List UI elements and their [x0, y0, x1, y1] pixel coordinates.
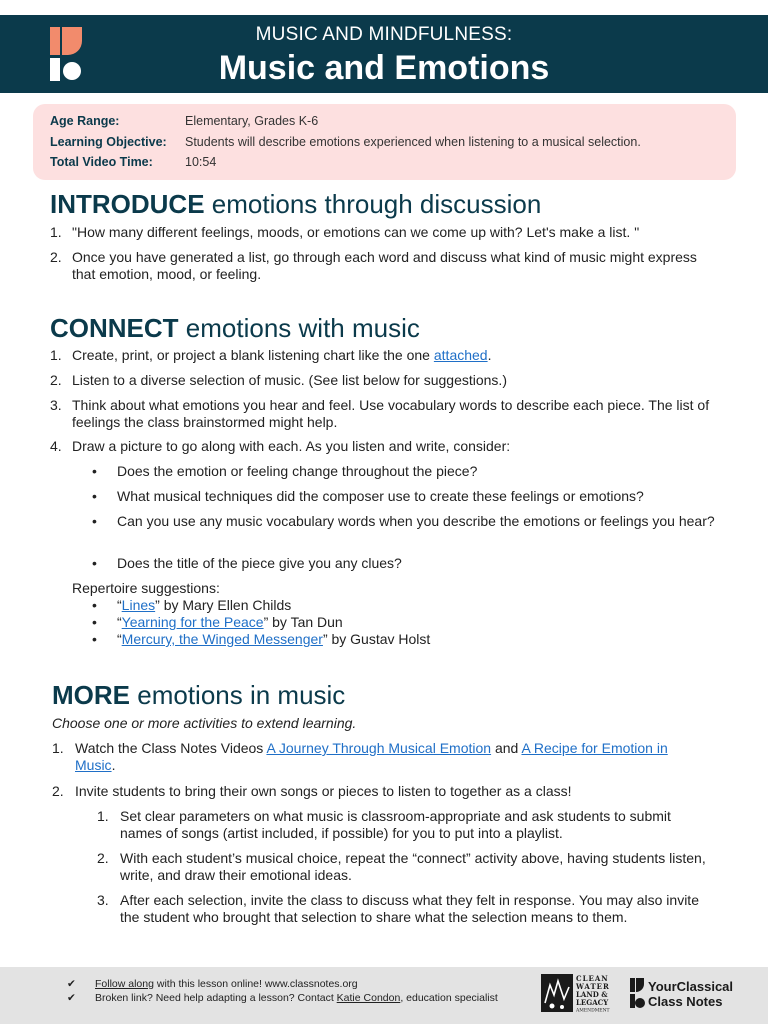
follow-along-link[interactable]: Follow along: [95, 978, 154, 990]
list-text: [75, 740, 705, 774]
clean-logo-line: WATER: [576, 982, 610, 991]
bullet-dot: •: [92, 597, 97, 613]
contact-link[interactable]: Katie Condon: [336, 992, 401, 1004]
bullet-dot: •: [92, 555, 97, 571]
footer-line-follow: [67, 978, 358, 990]
recipe-video-link[interactable]: A Recipe for Emotion in Music: [75, 740, 668, 773]
yourclassical-class-notes-logo: [628, 975, 743, 1015]
journey-video-link[interactable]: A Journey Through Musical Emotion: [266, 740, 492, 756]
attached-chart-link[interactable]: attached: [433, 347, 488, 363]
repertoire-link-lines[interactable]: Lines: [121, 597, 156, 613]
repertoire-link-mercury[interactable]: Mercury, the Winged Messenger: [121, 631, 323, 647]
bullet-text: Can you use any music vocabulary words when you describe the emotions or feelings you hear?: [117, 513, 715, 529]
bullet-text: Does the emotion or feeling change throughout the piece?: [117, 463, 478, 479]
list-text: Listen to a diverse selection of music. (See list below for suggestions.): [72, 372, 507, 388]
clean-water-land-legacy-logo: [540, 973, 622, 1013]
clean-logo-line: AMENDMENT: [576, 1008, 610, 1013]
clean-logo-line: CLEAN: [576, 974, 609, 983]
repertoire-label: Repertoire suggestions:: [72, 580, 220, 596]
list-number: 2.: [50, 372, 62, 388]
connect-heading-rest: emotions with music: [185, 313, 420, 343]
list-number: 3.: [97, 892, 109, 908]
repertoire-text: “Mercury, the Winged Messenger” by Gustav Holst: [117, 631, 431, 647]
ycn-logo-line1: YourClassical: [648, 979, 734, 994]
list-text: Draw a picture to go along with each. As you listen and write, consider:: [72, 438, 511, 454]
clean-logo-line: LAND &: [576, 990, 608, 999]
list-text-part: Watch the Class Notes Videos: [75, 740, 267, 756]
introduce-heading-bold: INTRODUCE: [50, 189, 205, 219]
repertoire-text: “Yearning for the Peace” by Tan Dun: [117, 614, 343, 630]
list-number: 2.: [50, 249, 62, 265]
list-text: With each student’s musical choice, repeat the “connect” activity above, having students listen, write, and draw their emotional ideas.: [120, 850, 706, 883]
list-number: 1.: [97, 808, 109, 824]
more-subtitle: Choose one or more activities to extend learning.: [52, 715, 357, 731]
repertoire-composer: ” by Tan Dun: [263, 614, 343, 630]
list-text-part: and: [491, 740, 522, 756]
connect-heading-bold: CONNECT: [50, 313, 179, 343]
footer-text: Broken link? Need help adapting a lesson? Contact: [95, 992, 337, 1004]
footer-text: , education specialist: [400, 992, 498, 1004]
video-time-label: Total Video Time:: [50, 155, 153, 169]
header-kicker: MUSIC AND MINDFULNESS:: [255, 24, 513, 45]
bullet-dot: •: [92, 463, 97, 479]
list-number: 1.: [52, 740, 64, 756]
introduce-heading-rest: emotions through discussion: [211, 189, 542, 219]
list-number: 3.: [50, 397, 62, 413]
ycn-logo-line2: Class Notes: [648, 994, 723, 1009]
introduce-heading: [50, 189, 541, 220]
check-icon: ✔: [67, 992, 76, 1004]
bullet-text: What musical techniques did the composer use to create these feelings or emotions?: [117, 488, 644, 504]
bullet-text: Does the title of the piece give you any clues?: [117, 555, 402, 571]
bullet-dot: •: [92, 513, 97, 529]
check-icon: ✔: [67, 978, 76, 990]
more-heading: [52, 680, 345, 711]
list-text-part: Create, print, or project a blank listening chart like the one: [72, 347, 434, 363]
more-heading-rest: emotions in music: [137, 680, 346, 710]
age-range-label: Age Range:: [50, 114, 120, 128]
objective-label: Learning Objective:: [50, 135, 167, 149]
list-text: Think about what emotions you hear and feel. Use vocabulary words to describe each piece. The list of feelings the class brainstormed might help.: [72, 397, 710, 430]
list-text-part: .: [487, 347, 492, 363]
page-footer: [0, 967, 768, 1024]
repertoire-link-yearning[interactable]: Yearning for the Peace: [121, 614, 264, 630]
more-heading-bold: MORE: [52, 680, 130, 710]
clean-logo-line: LEGACY: [576, 998, 609, 1007]
list-text: [72, 347, 720, 364]
list-text: Set clear parameters on what music is classroom-appropriate and ask students to submit names of songs (artist included, if possible) for you to put into a playlist.: [120, 808, 671, 841]
list-text: Invite students to bring their own songs or pieces to listen to together as a class!: [75, 783, 572, 799]
bullet-dot: •: [92, 631, 97, 647]
list-number: 2.: [52, 783, 64, 799]
list-number: 4.: [50, 438, 62, 454]
page-title: Music and Emotions: [218, 49, 550, 87]
bullet-dot: •: [92, 614, 97, 630]
connect-heading: [50, 313, 420, 344]
list-text-part: .: [111, 757, 116, 773]
age-range-value: Elementary, Grades K-6: [185, 114, 319, 128]
list-number: 1.: [50, 347, 62, 363]
list-text: Once you have generated a list, go through each word and discuss what kind of music might express that emotion, mood, or feeling.: [72, 249, 697, 282]
footer-line-help: [67, 992, 498, 1004]
list-text: After each selection, invite the class to discuss what they felt in response. You may also invite the student who brought that selection to share what the selection means to them.: [120, 892, 699, 925]
video-time-value: 10:54: [185, 155, 217, 169]
repertoire-composer: ” by Mary Ellen Childs: [155, 597, 292, 613]
footer-text: with this lesson online! www.classnotes.org: [153, 978, 358, 990]
repertoire-text: “Lines” by Mary Ellen Childs: [117, 597, 292, 613]
list-text: "How many different feelings, moods, or emotions can we come up with? Let's make a list. ": [72, 224, 640, 240]
list-number: 2.: [97, 850, 109, 866]
list-number: 1.: [50, 224, 62, 240]
page-header: [0, 15, 768, 93]
repertoire-composer: ” by Gustav Holst: [322, 631, 431, 647]
objective-value: Students will describe emotions experienced when listening to a musical selection.: [185, 135, 641, 149]
lesson-info-box: [33, 104, 736, 180]
bullet-dot: •: [92, 488, 97, 504]
